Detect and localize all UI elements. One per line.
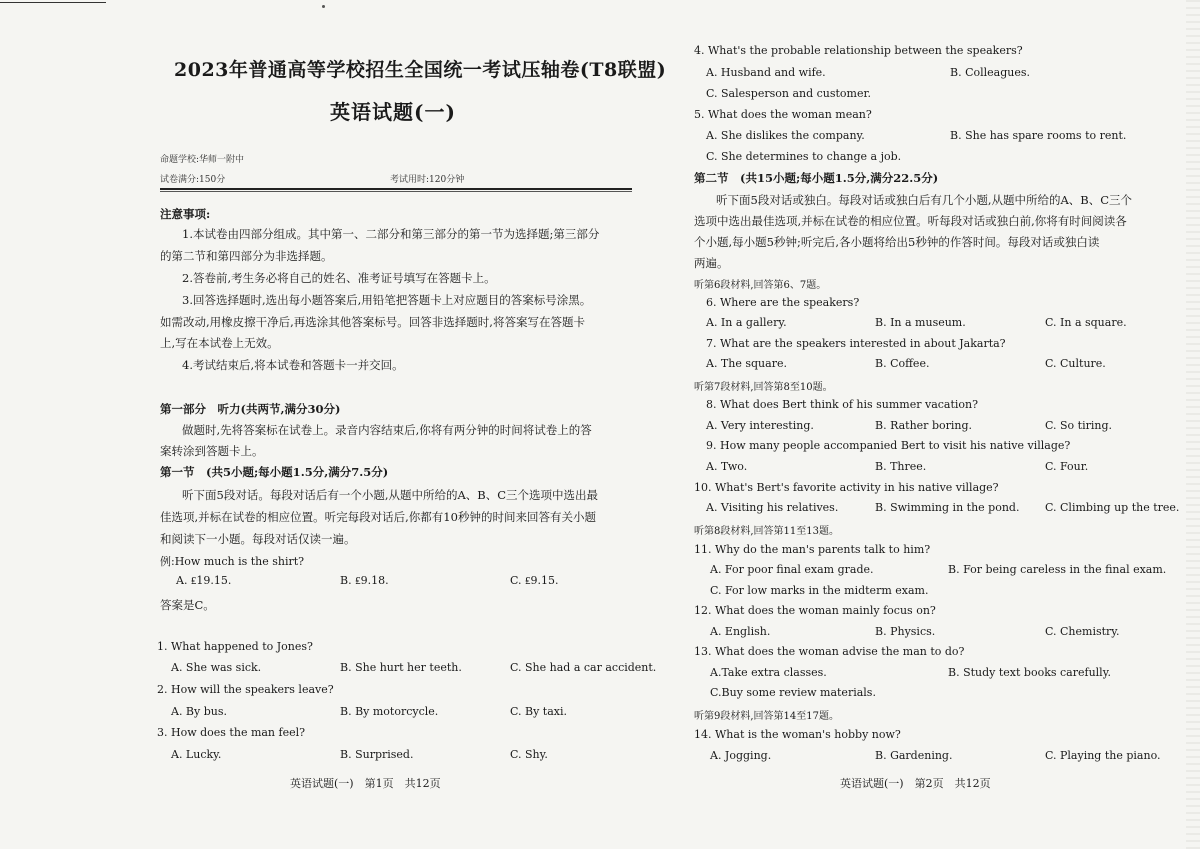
option-c: C. For low marks in the midterm exam. xyxy=(710,584,929,597)
section1-intro: 佳选项,并标在试卷的相应位置。听完每段对话后,你都有10秒钟的时间来回答有关小题 xyxy=(160,510,596,524)
question: 11. Why do the man's parents talk to him? xyxy=(694,543,931,556)
option-a: A. By bus. xyxy=(171,705,227,718)
option-a: A. In a gallery. xyxy=(706,316,787,329)
notice-line: 1.本试卷由四部分组成。其中第一、二部分和第三部分的第一节为选择题;第三部分 xyxy=(182,227,600,241)
option-b: B. Colleagues. xyxy=(950,66,1030,79)
question: 13. What does the woman advise the man to do? xyxy=(694,645,965,658)
option-b: B. She has spare rooms to rent. xyxy=(950,129,1127,142)
option-b: B. Gardening. xyxy=(875,749,953,762)
notice-line: 2.答卷前,考生务必将自己的姓名、准考证号填写在答题卡上。 xyxy=(182,271,496,285)
option-c: C. She determines to change a job. xyxy=(706,150,902,163)
notice-line: 上,写在本试卷上无效。 xyxy=(160,336,279,350)
notice-line: 的第二节和第四部分为非选择题。 xyxy=(160,249,333,263)
option-b: B. Coffee. xyxy=(875,357,930,370)
option-c: C. Four. xyxy=(1045,460,1089,473)
example-answer: 答案是C。 xyxy=(160,598,215,612)
section2-intro: 两遍。 xyxy=(694,256,729,270)
question: 3. How does the man feel? xyxy=(157,726,306,739)
question: 12. What does the woman mainly focus on? xyxy=(694,604,936,617)
option-c: C. In a square. xyxy=(1045,316,1127,329)
material-label: 听第6段材料,回答第6、7题。 xyxy=(694,280,827,291)
full-score-label: 试卷满分:150分 xyxy=(160,175,226,185)
header-rule xyxy=(160,188,632,190)
question: 10. What's Bert's favorite activity in his native village? xyxy=(694,481,999,494)
example-option-a: A. ₤19.15. xyxy=(176,574,232,587)
question: 2. How will the speakers leave? xyxy=(157,683,334,696)
section1-intro: 听下面5段对话。每段对话后有一个小题,从题中所给的A、B、C三个选项中选出最 xyxy=(182,488,599,502)
option-c: C. Culture. xyxy=(1045,357,1106,370)
option-c: C. Playing the piano. xyxy=(1045,749,1161,762)
section1-intro: 和阅读下一小题。每段对话仅读一遍。 xyxy=(160,532,356,546)
page-footer: 英语试题(一) 第2页 共12页 xyxy=(840,777,991,790)
question: 9. How many people accompanied Bert to visit his native village? xyxy=(706,439,1071,452)
material-label: 听第7段材料,回答第8至10题。 xyxy=(694,382,833,393)
option-a: A. Very interesting. xyxy=(706,419,814,432)
exam-subtitle: 英语试题(一) xyxy=(330,100,456,124)
material-label: 听第8段材料,回答第11至13题。 xyxy=(694,526,839,537)
option-c: C.Buy some review materials. xyxy=(710,686,876,699)
option-a: A. She dislikes the company. xyxy=(706,129,865,142)
option-c: C. She had a car accident. xyxy=(510,661,657,674)
option-b: B. Swimming in the pond. xyxy=(875,501,1020,514)
option-c: C. Salesperson and customer. xyxy=(706,87,872,100)
option-b: B. Rather boring. xyxy=(875,419,973,432)
question: 6. Where are the speakers? xyxy=(706,296,860,309)
exam-title: 2023年普通高等学校招生全国统一考试压轴卷(T8联盟) xyxy=(174,59,667,81)
option-c: C. Climbing up the tree. xyxy=(1045,501,1180,514)
right-page xyxy=(650,0,1200,849)
option-b: B. Three. xyxy=(875,460,927,473)
section2-intro: 听下面5段对话或独白。每段对话或独白后有几个小题,从题中所给的A、B、C三个 xyxy=(716,193,1133,207)
option-b: B. By motorcycle. xyxy=(340,705,439,718)
part1-intro: 案转涂到答题卡上。 xyxy=(160,444,264,458)
question: 1. What happened to Jones? xyxy=(157,640,313,653)
option-b: B. Study text books carefully. xyxy=(948,666,1111,679)
example-option-b: B. ₤9.18. xyxy=(340,574,389,587)
question: 7. What are the speakers interested in about Jakarta? xyxy=(706,337,1006,350)
option-c: C. Shy. xyxy=(510,748,548,761)
part1-heading: 第一部分 听力(共两节,满分30分) xyxy=(160,402,341,416)
question: 14. What is the woman's hobby now? xyxy=(694,728,901,741)
option-a: A. Visiting his relatives. xyxy=(706,501,839,514)
example-question: 例:How much is the shirt? xyxy=(160,555,305,568)
notice-line: 4.考试结束后,将本试卷和答题卡一并交回。 xyxy=(182,358,404,372)
option-c: C. So tiring. xyxy=(1045,419,1113,432)
example-option-c: C. ₤9.15. xyxy=(510,574,559,587)
section1-heading: 第一节 (共5小题;每小题1.5分,满分7.5分) xyxy=(160,465,389,479)
section2-intro: 个小题,每小题5秒钟;听完后,各小题将给出5秒钟的作答时间。每段对话或独白读 xyxy=(694,235,1100,249)
option-a: A. English. xyxy=(710,625,771,638)
question: 8. What does Bert think of his summer vacation? xyxy=(706,398,979,411)
material-label: 听第9段材料,回答第14至17题。 xyxy=(694,711,839,722)
option-b: B. She hurt her teeth. xyxy=(340,661,462,674)
section2-heading: 第二节 (共15小题;每小题1.5分,满分22.5分) xyxy=(694,171,939,185)
notice-line: 3.回答选择题时,选出每小题答案后,用铅笔把答题卡上对应题目的答案标号涂黑。 xyxy=(182,293,592,307)
notice-heading: 注意事项: xyxy=(160,207,211,221)
option-a: A.Take extra classes. xyxy=(710,666,827,679)
part1-intro: 做题时,先将答案标在试卷上。录音内容结束后,你将有两分钟的时间将试卷上的答 xyxy=(182,423,592,437)
option-b: B. For being careless in the final exam. xyxy=(948,563,1167,576)
option-c: C. By taxi. xyxy=(510,705,568,718)
option-a: A. Two. xyxy=(706,460,748,473)
option-a: A. She was sick. xyxy=(171,661,262,674)
page-footer: 英语试题(一) 第1页 共12页 xyxy=(290,777,441,790)
option-a: A. Husband and wife. xyxy=(706,66,826,79)
option-a: A. Lucky. xyxy=(171,748,222,761)
question: 4. What's the probable relationship between the speakers? xyxy=(694,44,1023,57)
question: 5. What does the woman mean? xyxy=(694,108,872,121)
option-b: B. Physics. xyxy=(875,625,936,638)
option-a: A. The square. xyxy=(706,357,787,370)
header-rule-thin xyxy=(160,191,632,192)
option-a: A. For poor final exam grade. xyxy=(710,563,874,576)
school-label: 命题学校:华师一附中 xyxy=(160,155,245,165)
option-c: C. Chemistry. xyxy=(1045,625,1120,638)
section2-intro: 选项中选出最佳选项,并标在试卷的相应位置。听每段对话或独白前,你将有时间阅读各 xyxy=(694,214,1127,228)
option-b: B. In a museum. xyxy=(875,316,966,329)
time-label: 考试用时:120分钟 xyxy=(390,175,465,185)
option-a: A. Jogging. xyxy=(710,749,772,762)
notice-line: 如需改动,用橡皮擦干净后,再选涂其他答案标号。回答非选择题时,将答案写在答题卡 xyxy=(160,315,585,329)
option-b: B. Surprised. xyxy=(340,748,414,761)
